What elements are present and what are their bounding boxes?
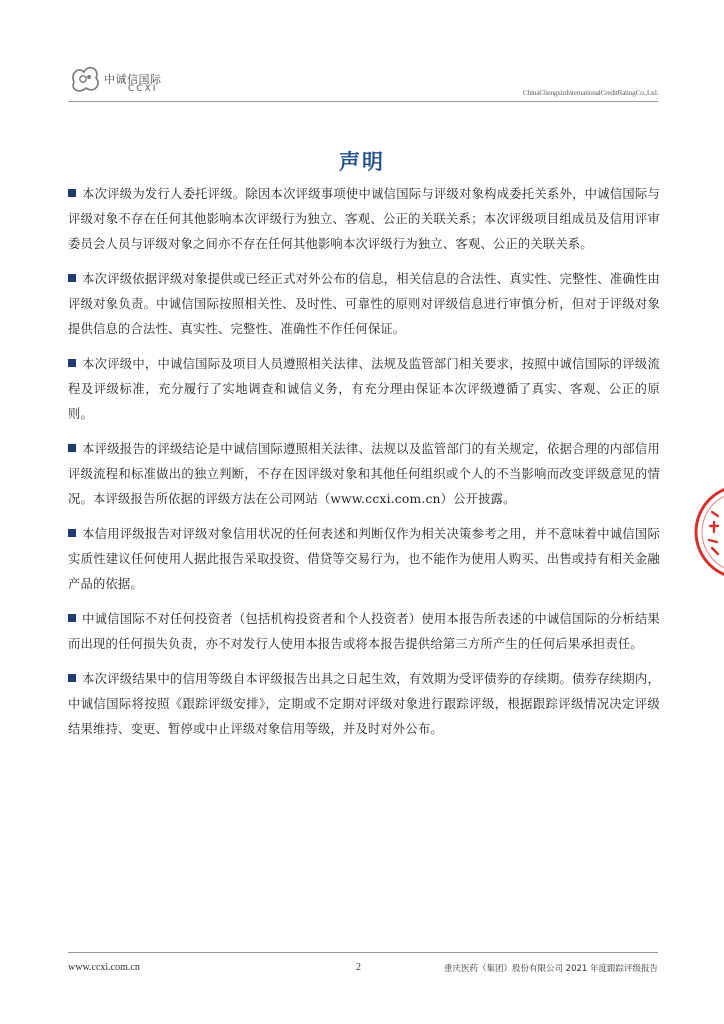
statement-text: 本次评级依据评级对象提供或已经正式对外公布的信息，相关信息的合法性、真实性、完整性、准确性由评级对象负责。中诚信国际按照相关性、及时性、可靠性的原则对评级信息进行审慎分析，但对于评级对象提供信息的合法性、真实性、完整性、准确性不作任何保证。 [68, 272, 660, 336]
square-bullet-icon [68, 529, 76, 537]
statement-paragraph [68, 437, 660, 512]
statement-text: 本次评级为发行人委托评级。除因本次评级事项使中诚信国际与评级对象构成委托关系外，中诚信国际与评级对象不存在任何其他影响本次评级行为独立、客观、公正的关联关系；本次评级项目组成员及信用评审委员会人员与评级对象之间亦不存在任何其他影响本次评级行为独立、客观、公正的关联关系。 [68, 187, 660, 251]
page-footer [68, 952, 658, 982]
square-bullet-icon [68, 444, 76, 452]
statement-text: 本次评级结果中的信用等级自本评级报告出具之日起生效，有效期为受评债券的存续期。债券存续期内，中诚信国际将按照《跟踪评级安排》，定期或不定期对评级对象进行跟踪评级，根据跟踪评级情况决定评级结果维持、变更、暂停或中止评级对象信用等级，并及时对外公布。 [68, 672, 660, 736]
ccxi-logo-icon [68, 62, 102, 96]
statement-text: 本次评级中，中诚信国际及项目人员遵照相关法律、法规及监管部门相关要求，按照中诚信国际的评级流程及评级标准，充分履行了实地调查和诚信义务，有充分理由保证本次评级遵循了真实、客观、公正的原则。 [68, 357, 660, 421]
statement-paragraph [68, 522, 660, 597]
footer-website: www.ccxi.com.cn [68, 962, 140, 973]
page-title: 声明 [339, 150, 385, 174]
page-header [68, 62, 658, 102]
statement-paragraph [68, 667, 660, 742]
statement-text: 本信用评级报告对评级对象信用状况的任何表述和判断仅作为相关决策参考之用，并不意味着中诚信国际实质性建议任何使用人据此报告采取投资、借贷等交易行为，也不能作为使用人购买、出售或持有相关金融产品的依据。 [68, 527, 660, 591]
statement-text: 中诚信国际不对任何投资者（包括机构投资者和个人投资者）使用本报告所表述的中诚信国际的分析结果而出现的任何损失负责，亦不对发行人使用本报告或将本报告提供给第三方所产生的任何后果承担责任。 [68, 612, 660, 651]
company-seal-stamp [690, 482, 724, 582]
statement-paragraph [68, 182, 660, 257]
statement-body [68, 182, 660, 752]
footer-report-name: 重庆医药（集团）股份有限公司 2021 年度跟踪评级报告 [443, 964, 658, 974]
square-bullet-icon [68, 359, 76, 367]
statement-paragraph [68, 267, 660, 342]
company-english-name: ChinaChengxinInternationalCreditRatingCo.,Ltd. [522, 88, 658, 97]
square-bullet-icon [68, 674, 76, 682]
square-bullet-icon [68, 274, 76, 282]
page-number: 2 [356, 962, 361, 973]
header-divider [68, 101, 658, 102]
statement-text: 本评级报告的评级结论是中诚信国际遵照相关法律、法规以及监管部门的有关规定，依据合理的内部信用评级流程和标准做出的独立判断，不存在因评级对象和其他任何组织或个人的不当影响而改变评级意见的情况。本评级报告所依据的评级方法在公司网站（www.ccxi.com.cn）公开披露。 [68, 442, 660, 506]
statement-paragraph [68, 607, 660, 657]
statement-paragraph [68, 352, 660, 427]
logo-chinese-text: 中诚信国际 [104, 73, 162, 86]
footer-divider [68, 952, 658, 953]
logo-english-text: CCXI [128, 84, 158, 94]
ccxi-logo [68, 62, 178, 98]
square-bullet-icon [68, 614, 76, 622]
square-bullet-icon [68, 189, 76, 197]
